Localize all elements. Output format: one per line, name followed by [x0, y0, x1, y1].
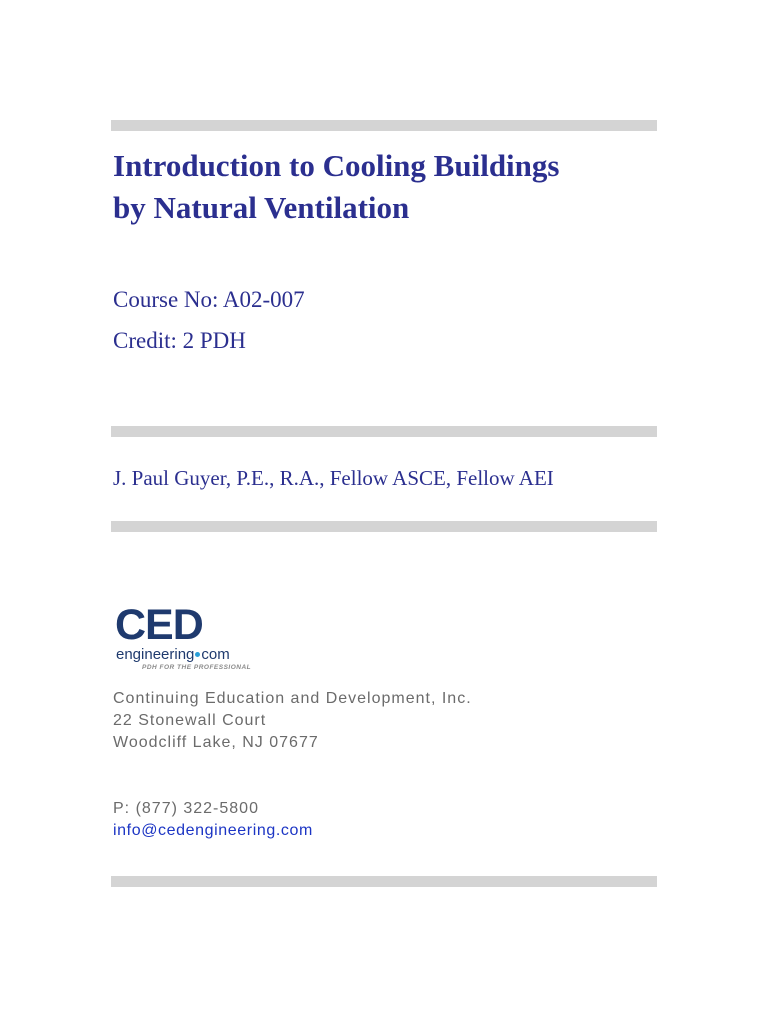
credit-hours: Credit: 2 PDH — [113, 328, 246, 353]
publisher-phone: P: (877) 322-5800 — [113, 800, 259, 817]
logo-tagline: PDH FOR THE PROFESSIONAL — [142, 664, 252, 671]
publisher-address — [113, 688, 472, 754]
title-line: Introduction to Cooling Buildings — [113, 148, 560, 183]
divider-rule — [111, 426, 657, 437]
divider-rule — [111, 521, 657, 532]
logo-subtitle: engineering com — [116, 646, 230, 663]
publisher-contact — [113, 798, 313, 842]
divider-rule — [111, 876, 657, 887]
title-line: by Natural Ventilation — [113, 190, 410, 225]
ced-logo — [112, 601, 272, 678]
divider-rule — [111, 120, 657, 131]
publisher-city: Woodcliff Lake, NJ 07677 — [113, 734, 319, 751]
publisher-name: Continuing Education and Development, Inc. — [113, 690, 472, 707]
document-title — [113, 145, 713, 229]
course-number: Course No: A02-007 — [113, 287, 305, 312]
dot-icon — [195, 652, 200, 657]
logo-brand: CED — [115, 601, 203, 649]
publisher-street: 22 Stonewall Court — [113, 712, 267, 729]
author-line: J. Paul Guyer, P.E., R.A., Fellow ASCE, Fellow AEI — [113, 466, 554, 490]
email-link[interactable]: info@cedengineering.com — [113, 822, 313, 839]
